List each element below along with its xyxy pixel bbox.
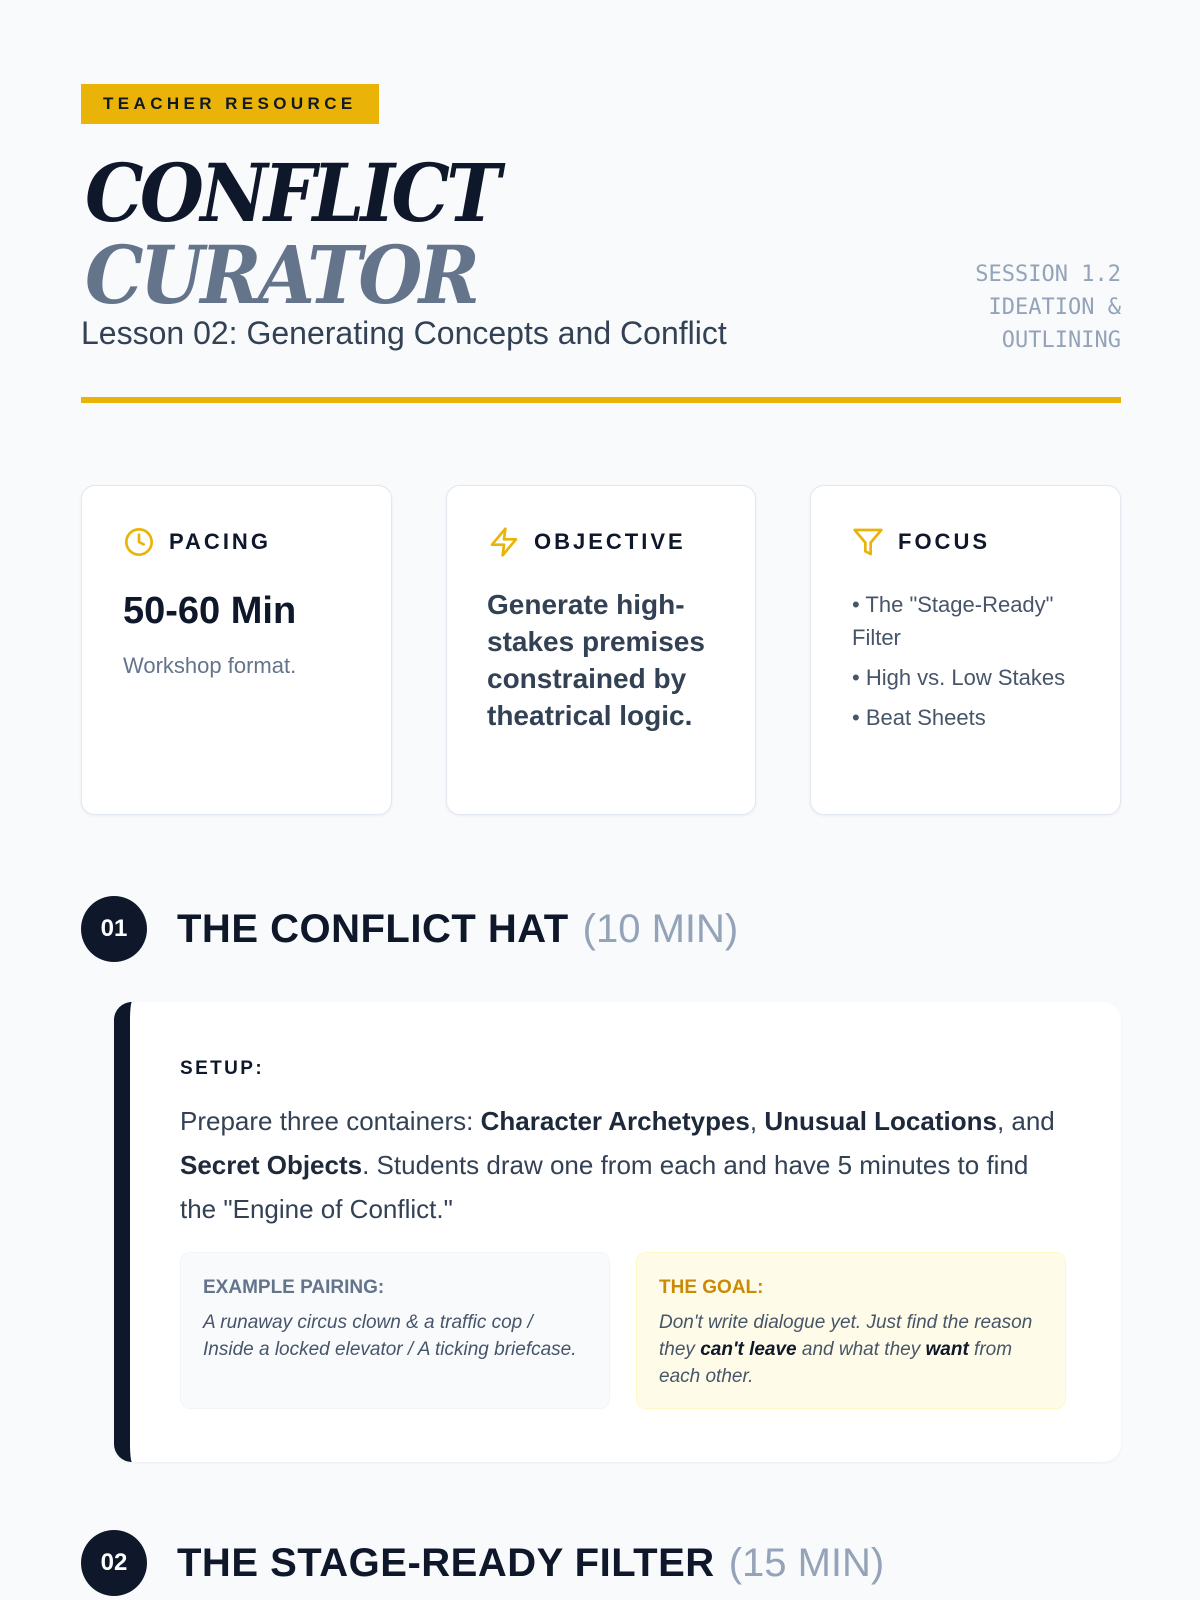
section-header-02 (81, 1530, 884, 1596)
setup-text (180, 1099, 1070, 1231)
setup-text-part: , and (996, 1106, 1055, 1136)
setup-text-part: Prepare three containers: (180, 1106, 481, 1136)
goal-text-part: and what they (796, 1339, 926, 1360)
setup-text-part: , (749, 1106, 765, 1136)
goal-term: want (925, 1339, 969, 1360)
session-line: OUTLINING (1001, 328, 1121, 353)
focus-list (852, 588, 1072, 741)
focus-card (810, 485, 1121, 815)
pacing-card (81, 485, 392, 815)
focus-card-header (852, 526, 990, 558)
title-line-2: CURATOR (85, 228, 477, 322)
pacing-card-header (123, 526, 271, 558)
setup-term: Unusual Locations (764, 1106, 997, 1136)
pacing-value: 50-60 Min (123, 590, 297, 632)
focus-item: • The "Stage-Ready" Filter (852, 588, 1072, 654)
section-number: 02 (81, 1530, 147, 1596)
objective-label: OBJECTIVE (534, 529, 686, 554)
goal-text (659, 1309, 1043, 1390)
section-number: 01 (81, 896, 147, 962)
example-text: A runaway circus clown & a traffic cop / Inside a locked elevator / A ticking briefcase. (203, 1312, 577, 1360)
objective-text: Generate high-stakes premises constrained by theatrical logic. (487, 589, 705, 731)
goal-label: THE GOAL: (659, 1277, 764, 1298)
conflict-hat-activity (114, 1002, 1121, 1462)
setup-term: Character Archetypes (480, 1106, 750, 1136)
teacher-resource-badge: TEACHER RESOURCE (81, 84, 379, 124)
goal-term: can't leave (700, 1339, 797, 1360)
pacing-note: Workshop format. (123, 653, 297, 678)
page-title (85, 146, 498, 322)
goal-text-part: Don't write dialogue yet. Just find the reason they (659, 1312, 1033, 1360)
setup-term: Secret Objects (180, 1150, 363, 1180)
session-info (975, 258, 1121, 357)
lesson-subtitle: Lesson 02: Generating Concepts and Conflict (81, 315, 727, 351)
example-label: EXAMPLE PAIRING: (203, 1277, 385, 1298)
objective-card (446, 485, 756, 815)
example-pairing-box (180, 1252, 610, 1409)
clock-icon (123, 526, 155, 558)
pacing-label: PACING (169, 529, 271, 554)
objective-card-header (488, 526, 686, 558)
focus-label: FOCUS (898, 529, 990, 554)
header-divider (81, 397, 1121, 403)
section-title: THE STAGE-READY FILTER (177, 1540, 715, 1585)
session-line: IDEATION & (988, 295, 1121, 320)
section-duration: (10 MIN) (582, 906, 739, 951)
section-title: THE CONFLICT HAT (177, 906, 569, 951)
setup-label: SETUP: (180, 1058, 265, 1079)
goal-text-part: from each other. (659, 1339, 1013, 1387)
section-duration: (15 MIN) (728, 1540, 885, 1585)
title-line-1: CONFLICT (85, 146, 498, 240)
goal-box (636, 1252, 1066, 1409)
filter-icon (852, 526, 884, 558)
setup-text-part: . Students draw one from each and have 5 minutes to find the "Engine of Conflict." (180, 1150, 1029, 1224)
section-header-01 (81, 896, 738, 962)
session-line: SESSION 1.2 (975, 262, 1121, 287)
lightning-icon (488, 526, 520, 558)
focus-item: • Beat Sheets (852, 701, 1072, 734)
focus-item: • High vs. Low Stakes (852, 661, 1072, 694)
